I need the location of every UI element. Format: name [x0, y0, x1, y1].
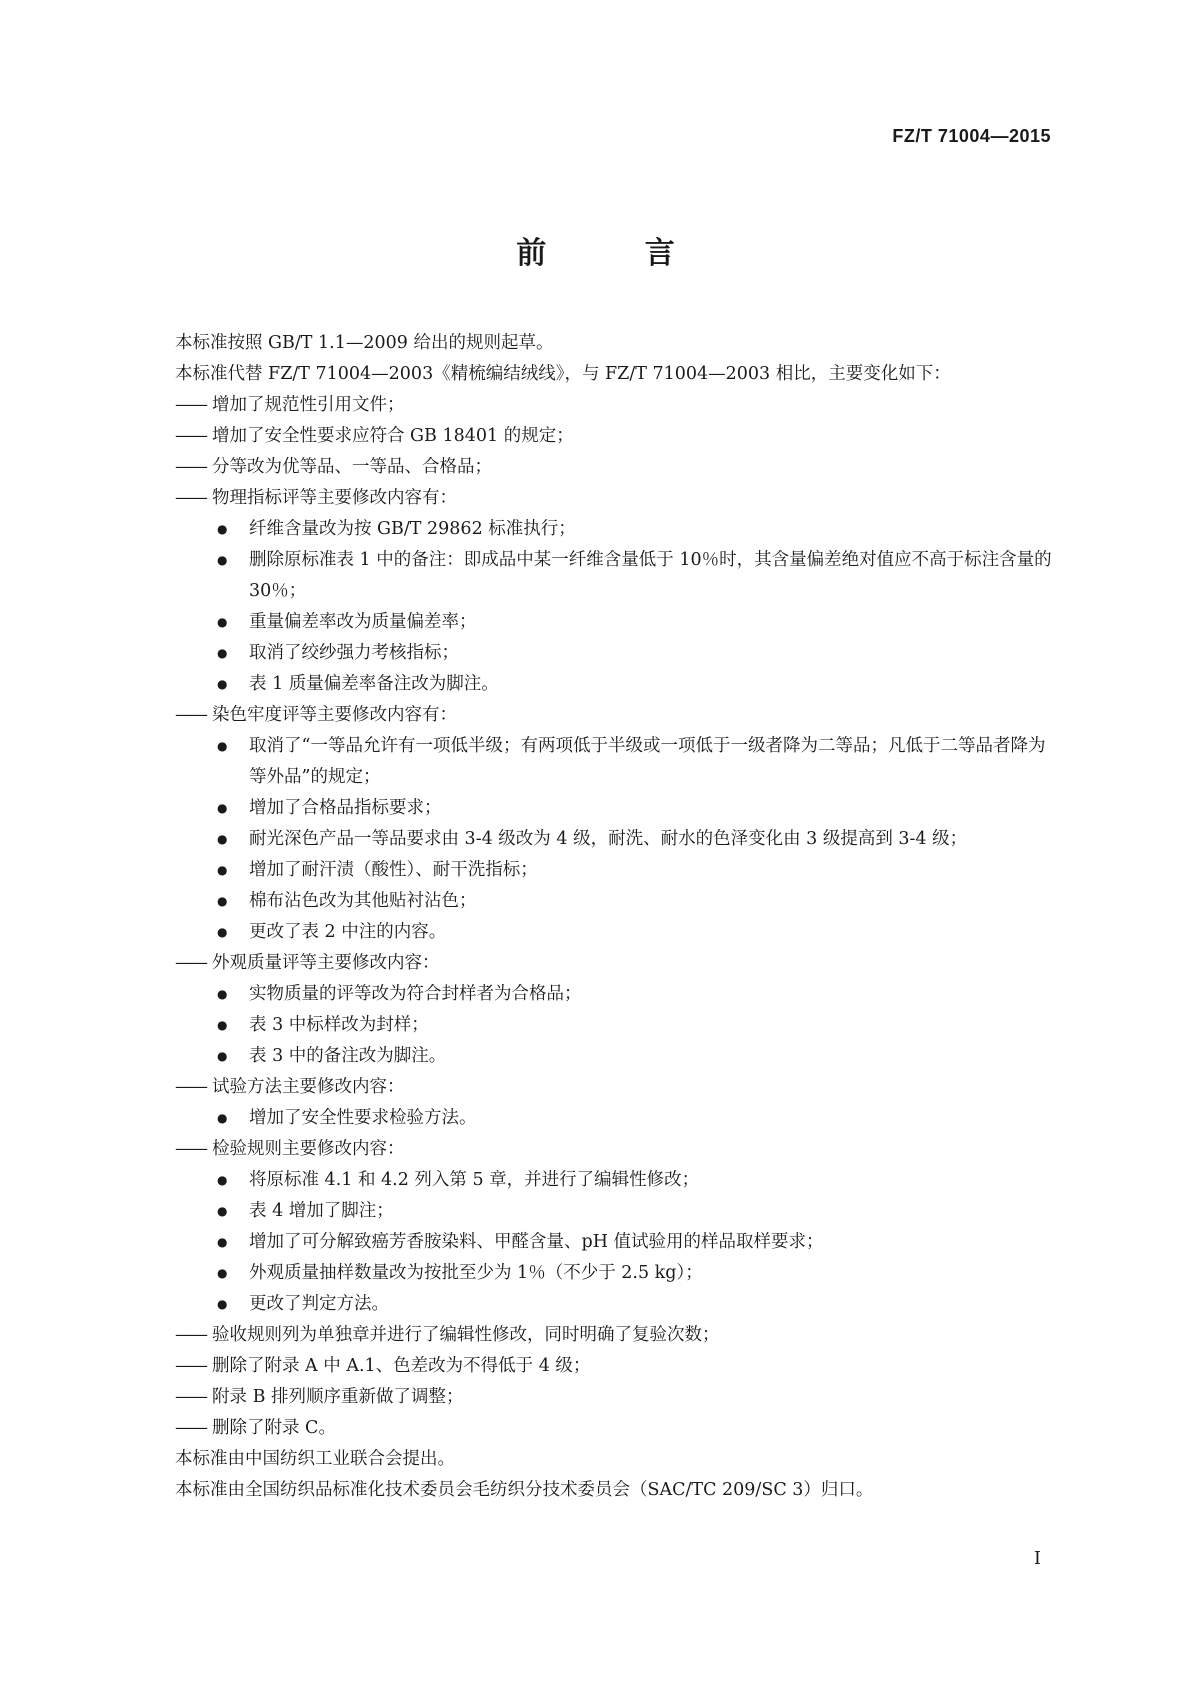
- change-text: 外观质量评等主要修改内容：: [212, 953, 440, 973]
- dash-marker: ——: [175, 1077, 206, 1097]
- change-item: [175, 700, 1055, 731]
- bullet-icon: ●: [217, 1018, 228, 1032]
- sub-change-text: 增加了合格品指标要求；: [249, 798, 442, 818]
- change-text: 删除了附录 A 中 A.1、色差改为不得低于 4 级；: [212, 1356, 591, 1376]
- sub-change-text: 表 1 质量偏差率备注改为脚注。: [249, 674, 499, 694]
- sub-change-item: [175, 1041, 1055, 1072]
- sub-change-item: [175, 1010, 1055, 1041]
- change-item: [175, 483, 1055, 514]
- sub-change-text: 耐光深色产品一等品要求由 3-4 级改为 4 级，耐洗、耐水的色泽变化由 3 级提高到 3-4 级；: [249, 829, 968, 849]
- change-text: 增加了安全性要求应符合 GB 18401 的规定；: [212, 426, 574, 446]
- sub-change-item: [175, 607, 1055, 638]
- sub-change-item: [175, 793, 1055, 824]
- page-title: 前 言: [516, 236, 719, 271]
- sub-change-item: [175, 669, 1055, 700]
- change-item: [175, 1351, 1055, 1382]
- dash-marker: ——: [175, 1139, 206, 1159]
- change-item: [175, 1134, 1055, 1165]
- bullet-icon: ●: [217, 894, 228, 908]
- change-item: [175, 1413, 1055, 1444]
- sub-change-item: [175, 1289, 1055, 1320]
- change-text: 物理指标评等主要修改内容有：: [212, 488, 457, 508]
- bullet-icon: ●: [217, 646, 228, 660]
- bullet-icon: ●: [217, 1297, 228, 1311]
- closing-paragraph: 本标准由全国纺织品标准化技术委员会毛纺织分技术委员会（SAC/TC 209/SC 3）归口。: [175, 1480, 874, 1500]
- sub-change-item: [175, 855, 1055, 886]
- sub-change-text: 棉布沾色改为其他贴衬沾色；: [249, 891, 477, 911]
- dash-marker: ——: [175, 1325, 206, 1345]
- sub-change-item: [175, 1103, 1055, 1134]
- dash-marker: ——: [175, 395, 206, 415]
- intro-paragraph: 本标准代替 FZ/T 71004—2003《精梳编结绒线》，与 FZ/T 71004—2003 相比，主要变化如下：: [175, 364, 951, 384]
- sub-change-text: 增加了安全性要求检验方法。: [249, 1108, 477, 1128]
- sub-change-text: 更改了判定方法。: [249, 1294, 389, 1314]
- bullet-icon: ●: [217, 863, 228, 877]
- dash-marker: ——: [175, 953, 206, 973]
- sub-change-item: [175, 1258, 1055, 1289]
- sub-change-text: 外观质量抽样数量改为按批至少为 1％（不少于 2.5 kg）；: [249, 1263, 703, 1283]
- sub-change-text: 重量偏差率改为质量偏差率；: [249, 612, 477, 632]
- bullet-icon: ●: [217, 925, 228, 939]
- sub-change-text: 删除原标准表 1 中的备注：即成品中某一纤维含量低于 10％时，其含量偏差绝对值应不高于标注含量的 30％；: [249, 550, 1052, 601]
- sub-change-text: 取消了绞纱强力考核指标；: [249, 643, 459, 663]
- change-text: 删除了附录 C。: [212, 1418, 336, 1438]
- page-number: I: [1033, 1548, 1041, 1569]
- change-item: [175, 421, 1055, 452]
- change-text: 分等改为优等品、一等品、合格品；: [212, 457, 492, 477]
- dash-marker: ——: [175, 1356, 206, 1376]
- sub-change-item: [175, 514, 1055, 545]
- bullet-icon: ●: [217, 1266, 228, 1280]
- dash-marker: ——: [175, 705, 206, 725]
- sub-change-item: [175, 545, 1055, 607]
- dash-marker: ——: [175, 457, 206, 477]
- change-item: [175, 1072, 1055, 1103]
- change-item: [175, 948, 1055, 979]
- change-text: 验收规则列为单独章并进行了编辑性修改，同时明确了复验次数；: [212, 1325, 720, 1345]
- change-item: [175, 1320, 1055, 1351]
- sub-change-item: [175, 886, 1055, 917]
- dash-marker: ——: [175, 1418, 206, 1438]
- closing-paragraph: 本标准由中国纺织工业联合会提出。: [175, 1449, 455, 1469]
- change-item: [175, 1382, 1055, 1413]
- change-item: [175, 452, 1055, 483]
- change-text: 增加了规范性引用文件；: [212, 395, 405, 415]
- sub-change-text: 增加了可分解致癌芳香胺染料、甲醛含量、pH 值试验用的样品取样要求；: [249, 1232, 824, 1252]
- sub-change-item: [175, 917, 1055, 948]
- bullet-icon: ●: [217, 553, 228, 567]
- sub-change-item: [175, 731, 1055, 793]
- bullet-icon: ●: [217, 677, 228, 691]
- bullet-icon: ●: [217, 739, 228, 753]
- change-item: [175, 390, 1055, 421]
- sub-change-item: [175, 1165, 1055, 1196]
- sub-change-text: 表 4 增加了脚注；: [249, 1201, 394, 1221]
- change-text: 附录 B 排列顺序重新做了调整；: [212, 1387, 464, 1407]
- bullet-icon: ●: [217, 801, 228, 815]
- standard-code: FZ/T 71004—2015: [892, 126, 1051, 146]
- foreword-body: [175, 328, 1055, 1506]
- sub-change-text: 更改了表 2 中注的内容。: [249, 922, 447, 942]
- bullet-icon: ●: [217, 1111, 228, 1125]
- intro-paragraph: 本标准按照 GB/T 1.1—2009 给出的规则起草。: [175, 333, 554, 353]
- sub-change-text: 将原标准 4.1 和 4.2 列入第 5 章，并进行了编辑性修改；: [249, 1170, 700, 1190]
- change-text: 染色牢度评等主要修改内容有：: [212, 705, 457, 725]
- sub-change-text: 增加了耐汗渍（酸性）、耐干洗指标；: [249, 860, 538, 880]
- bullet-icon: ●: [217, 1173, 228, 1187]
- bullet-icon: ●: [217, 1049, 228, 1063]
- bullet-icon: ●: [217, 615, 228, 629]
- sub-change-item: [175, 1196, 1055, 1227]
- sub-change-text: 实物质量的评等改为符合封样者为合格品；: [249, 984, 582, 1004]
- sub-change-item: [175, 979, 1055, 1010]
- sub-change-item: [175, 824, 1055, 855]
- sub-change-item: [175, 1227, 1055, 1258]
- sub-change-text: 表 3 中标样改为封样；: [249, 1015, 429, 1035]
- bullet-icon: ●: [217, 832, 228, 846]
- dash-marker: ——: [175, 1387, 206, 1407]
- sub-change-text: 纤维含量改为按 GB/T 29862 标准执行；: [249, 519, 576, 539]
- bullet-icon: ●: [217, 1204, 228, 1218]
- dash-marker: ——: [175, 488, 206, 508]
- bullet-icon: ●: [217, 1235, 228, 1249]
- sub-change-text: 取消了“一等品允许有一项低半级；有两项低于半级或一项低于一级者降为二等品；凡低于二等品者降为等外品”的规定；: [249, 736, 1046, 787]
- sub-change-text: 表 3 中的备注改为脚注。: [249, 1046, 447, 1066]
- change-text: 试验方法主要修改内容：: [212, 1077, 405, 1097]
- sub-change-item: [175, 638, 1055, 669]
- bullet-icon: ●: [217, 987, 228, 1001]
- bullet-icon: ●: [217, 522, 228, 536]
- change-text: 检验规则主要修改内容：: [212, 1139, 405, 1159]
- dash-marker: ——: [175, 426, 206, 446]
